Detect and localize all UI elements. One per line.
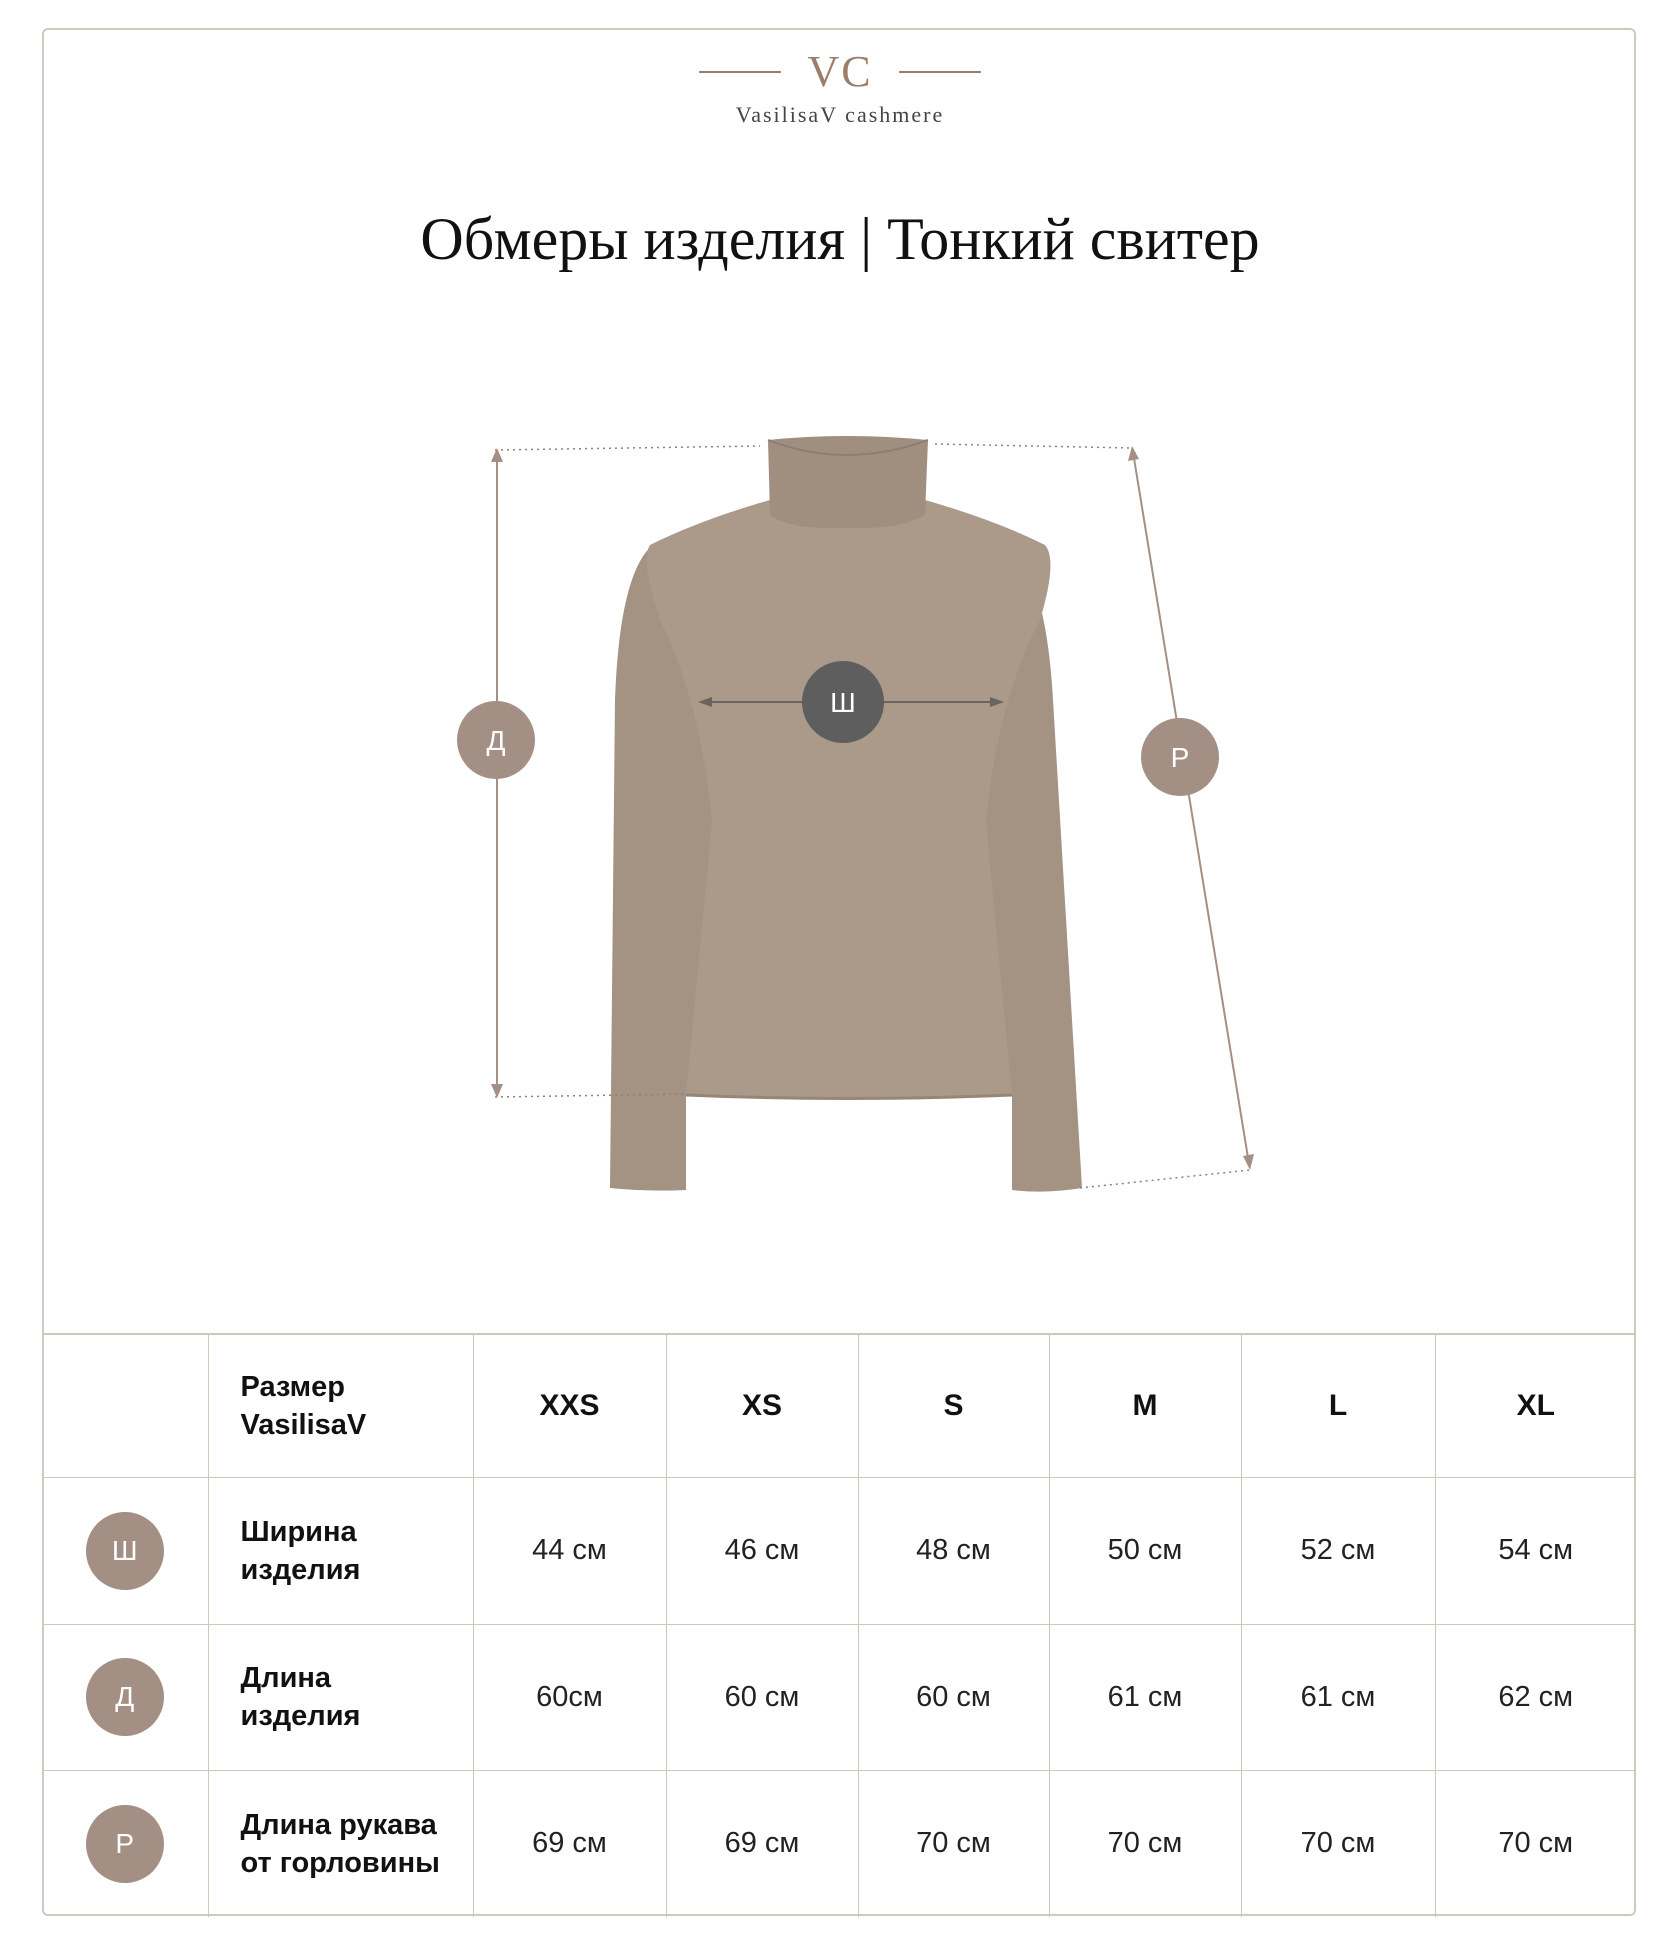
size-header-label-line2: VasilisaV	[240, 1408, 367, 1441]
table-cell: 61 см	[1241, 1624, 1435, 1770]
width-row-label-line2: изделия	[240, 1553, 361, 1586]
sleeve-badge	[1141, 718, 1219, 796]
table-cell: 70 см	[858, 1770, 1049, 1917]
size-l-header: L	[1241, 1334, 1435, 1477]
brand-name: VasilisaV cashmere	[735, 102, 945, 127]
table-cell: 60см	[473, 1624, 666, 1770]
size-header-label	[208, 1334, 473, 1477]
sleeve-row-label	[208, 1770, 473, 1917]
table-cell: 44 см	[473, 1477, 666, 1624]
width-badge	[802, 661, 884, 743]
length-row-badge: Д	[86, 1658, 164, 1736]
length-badge-label: Д	[486, 725, 506, 756]
table-cell: 46 см	[666, 1477, 858, 1624]
length-row-label-line2: изделия	[240, 1700, 361, 1732]
width-row-badge: Ш	[86, 1512, 164, 1590]
table-row-length	[42, 1624, 1636, 1770]
table-cell: 62 см	[1435, 1624, 1636, 1770]
sleeve-row-label-line1: Длина рукава	[240, 1808, 437, 1841]
size-s-header: S	[858, 1334, 1049, 1477]
table-cell: 69 см	[666, 1770, 858, 1917]
sleeve-row-badge-cell	[42, 1770, 208, 1917]
sleeve-row-badge: Р	[86, 1805, 164, 1883]
sweater-illustration	[610, 436, 1082, 1192]
sweater-collar	[768, 436, 928, 528]
width-row-label	[208, 1477, 473, 1624]
size-header-label-line1: Размер	[240, 1370, 345, 1403]
table-cell: 70 см	[1049, 1770, 1241, 1917]
page-title: Обмеры изделия | Тонкий свитер	[420, 206, 1260, 272]
width-badge-label: Ш	[830, 687, 856, 718]
length-row-badge-cell	[42, 1624, 208, 1770]
size-header-row	[42, 1334, 1636, 1477]
sleeve-row-label-line2: от горловины	[240, 1846, 440, 1879]
size-xs-header: XS	[666, 1334, 858, 1477]
table-cell: 70 см	[1435, 1770, 1636, 1917]
table-cell: 60 см	[858, 1624, 1049, 1770]
length-row-label	[208, 1624, 473, 1770]
size-m-header: M	[1049, 1334, 1241, 1477]
table-cell: 48 см	[858, 1477, 1049, 1624]
size-xl-header: XL	[1435, 1334, 1636, 1477]
table-cell: 60 см	[666, 1624, 858, 1770]
table-cell: 50 см	[1049, 1477, 1241, 1624]
table-cell: 52 см	[1241, 1477, 1435, 1624]
width-row-label-line1: Ширина	[240, 1515, 357, 1548]
brand-monogram: VC	[807, 47, 873, 96]
table-row-width	[42, 1477, 1636, 1624]
table-row-sleeve	[42, 1770, 1636, 1917]
length-row-label-line1: Длина	[240, 1662, 332, 1694]
size-table	[42, 1333, 1636, 1917]
table-cell: 70 см	[1241, 1770, 1435, 1917]
length-badge	[457, 701, 535, 779]
table-cell: 61 см	[1049, 1624, 1241, 1770]
sleeve-badge-label: Р	[1170, 742, 1190, 773]
empty-corner-cell	[42, 1334, 208, 1477]
width-row-badge-cell	[42, 1477, 208, 1624]
table-cell: 54 см	[1435, 1477, 1636, 1624]
size-xxs-header: XXS	[473, 1334, 666, 1477]
table-cell: 69 см	[473, 1770, 666, 1917]
